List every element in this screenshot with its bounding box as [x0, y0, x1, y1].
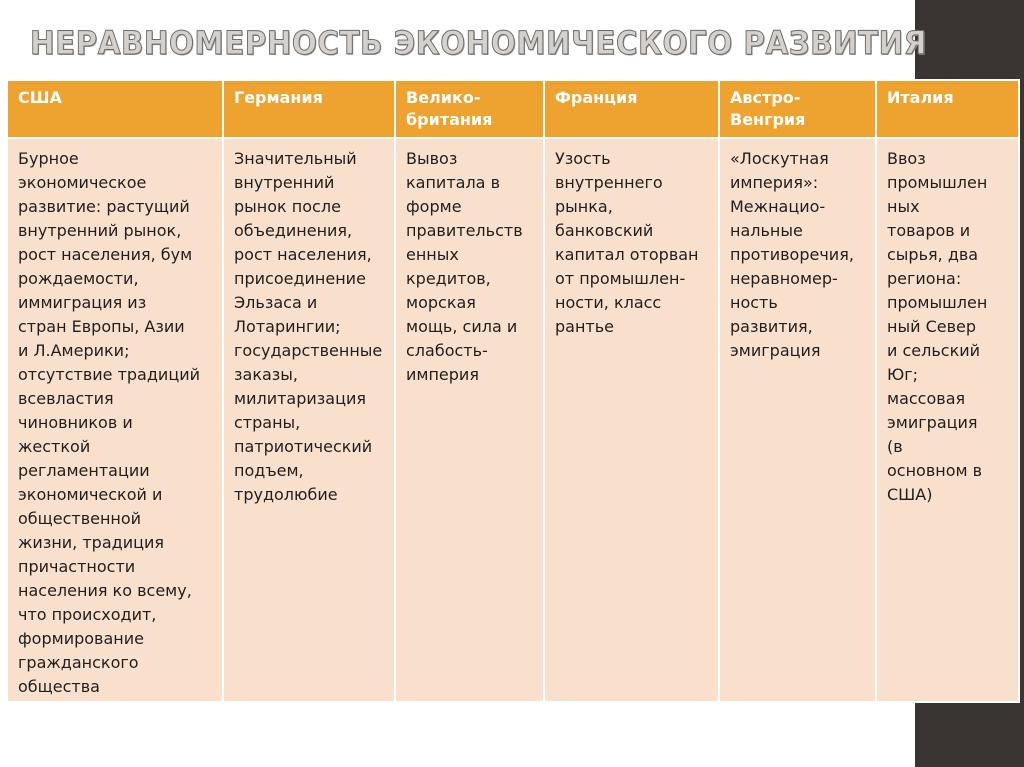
comparison-table [6, 79, 1020, 703]
cell-france: Узость внутреннего рынка, банковский капитал оторван от промышлен- ности, класс рантье [544, 138, 719, 702]
header-italy: Италия [876, 80, 1019, 138]
content-row [7, 138, 1019, 702]
cell-usa: Бурное экономическое развитие: растущий внутренний рынок, рост населения, бум рождаемости, иммиграция из стран Европы, Азии и Л.Америки; отсутствие традиций всевластия чиновников и жесткой регламентации экономической и общественной жизни, традиция причастности населения ко всему, что происходит, формирование гражданского общества [7, 138, 223, 702]
slide-title: НЕРАВНОМЕРНОСТЬ ЭКОНОМИЧЕСКОГО РАЗВИТИЯ [30, 24, 927, 62]
header-austria-hungary: Австро- Венгрия [719, 80, 876, 138]
cell-italy: Ввоз промышлен ных товаров и сырья, два региона: промышлен ный Север и сельский Юг; массовая эмиграция (в основном в США) [876, 138, 1019, 702]
cell-great-britain: Вывоз капитала в форме правительств енных кредитов, морская мощь, сила и слабость- империя [395, 138, 544, 702]
header-germany: Германия [223, 80, 395, 138]
header-row [7, 80, 1019, 138]
header-great-britain: Велико- британия [395, 80, 544, 138]
cell-germany: Значительный внутренний рынок после объединения, рост населения, присоединение Эльзаса и Лотарингии; государственные заказы, милитаризация страны, патриотический подъем, трудолюбие [223, 138, 395, 702]
cell-austria-hungary: «Лоскутная империя»: Межнацио- нальные противоречия, неравномер- ность развития, эмиграция [719, 138, 876, 702]
header-france: Франция [544, 80, 719, 138]
header-usa: США [7, 80, 223, 138]
